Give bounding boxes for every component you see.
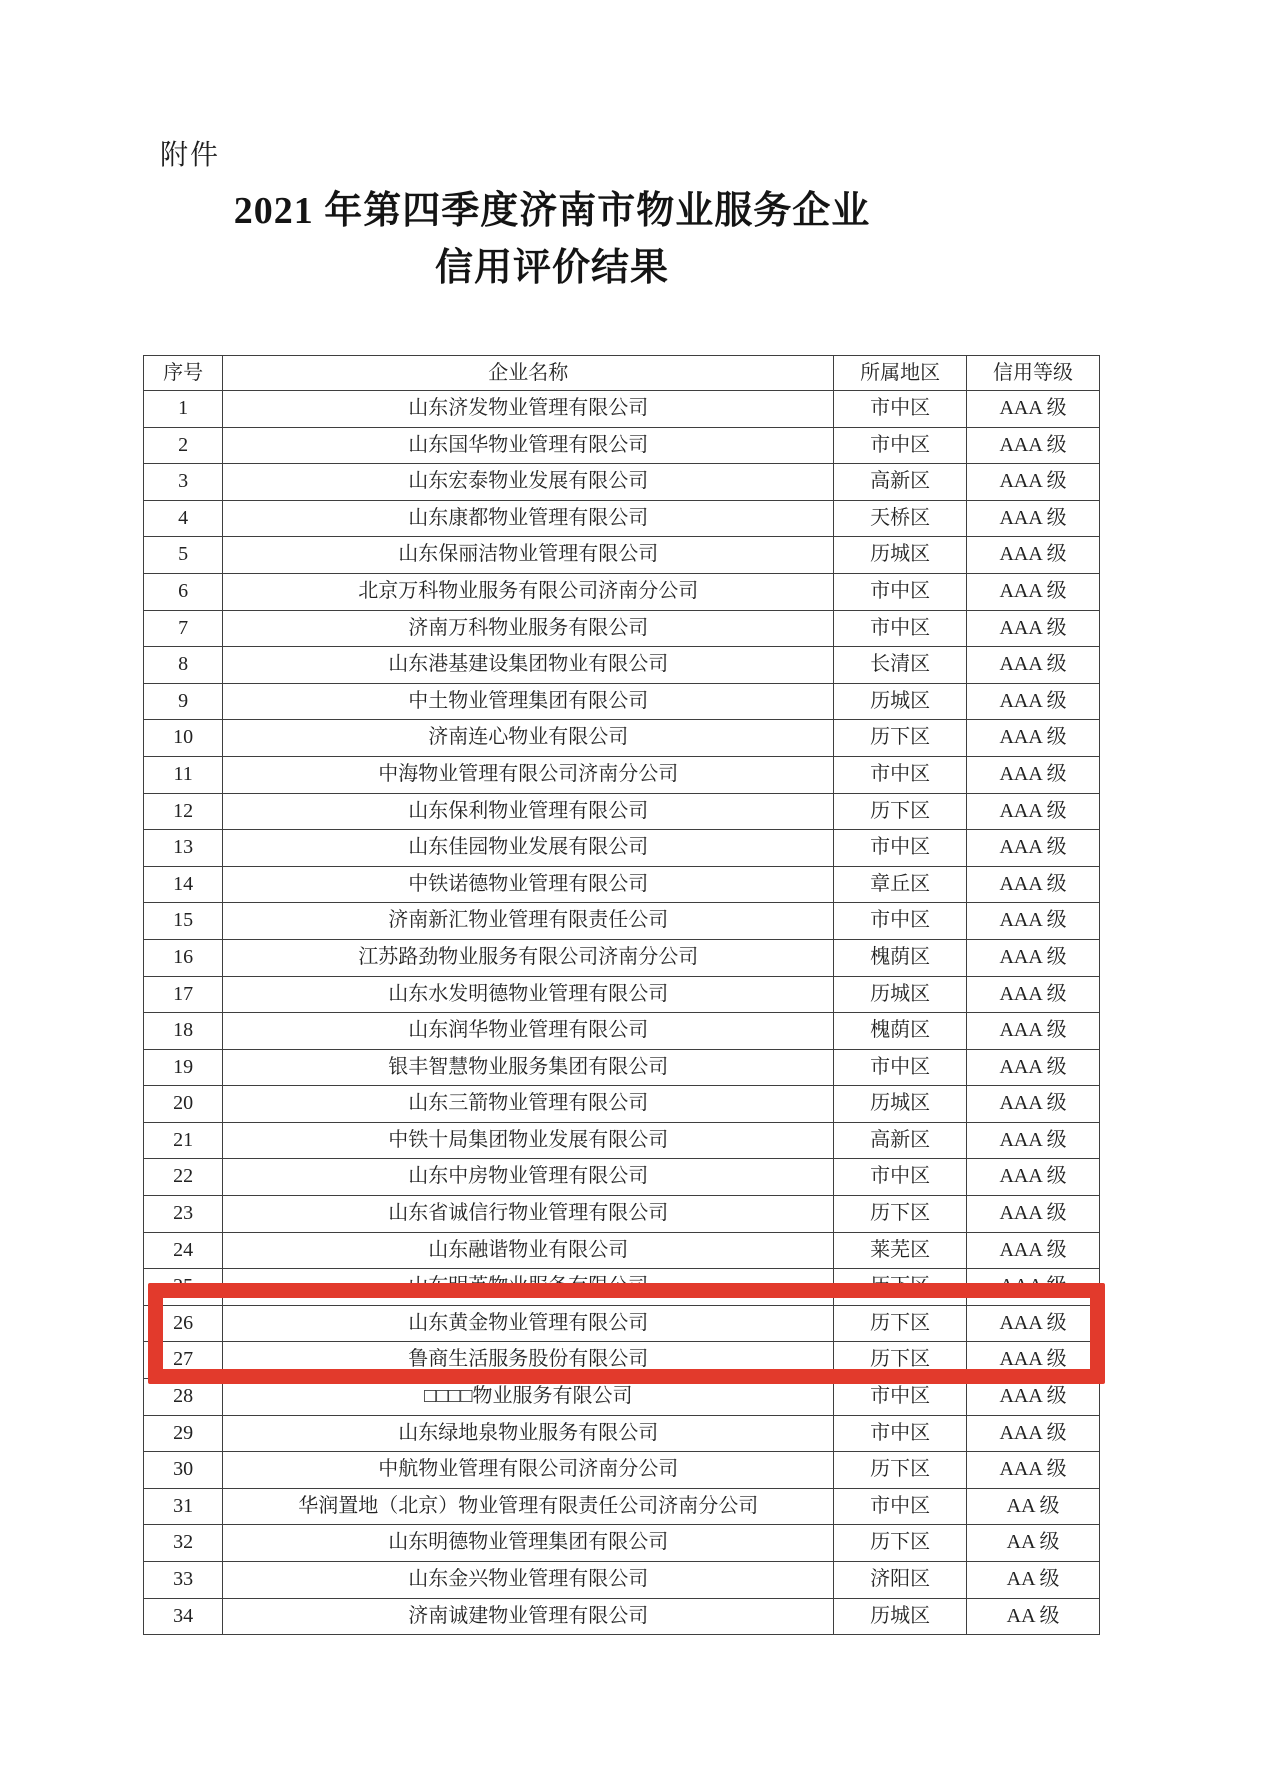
credit-rating: AAA 级 bbox=[967, 1086, 1100, 1123]
table-row bbox=[144, 1488, 1100, 1525]
district: 市中区 bbox=[834, 1159, 967, 1196]
district: 长清区 bbox=[834, 647, 967, 684]
district: 市中区 bbox=[834, 830, 967, 867]
company-name: 山东中房物业管理有限公司 bbox=[223, 1159, 834, 1196]
credit-rating-table bbox=[143, 355, 1100, 1635]
table-row bbox=[144, 1269, 1100, 1306]
row-number: 34 bbox=[144, 1598, 223, 1635]
district: 市中区 bbox=[834, 1379, 967, 1416]
row-number: 3 bbox=[144, 464, 223, 501]
district: 槐荫区 bbox=[834, 939, 967, 976]
district: 历下区 bbox=[834, 1305, 967, 1342]
company-name: 山东康都物业管理有限公司 bbox=[223, 500, 834, 537]
row-number: 24 bbox=[144, 1232, 223, 1269]
company-name: 济南连心物业有限公司 bbox=[223, 720, 834, 757]
row-number: 15 bbox=[144, 903, 223, 940]
company-name: 山东港基建设集团物业有限公司 bbox=[223, 647, 834, 684]
district: 历下区 bbox=[834, 1269, 967, 1306]
row-number: 31 bbox=[144, 1488, 223, 1525]
credit-rating: AAA 级 bbox=[967, 537, 1100, 574]
district: 历下区 bbox=[834, 1452, 967, 1489]
credit-rating: AAA 级 bbox=[967, 1232, 1100, 1269]
company-name: 山东金兴物业管理有限公司 bbox=[223, 1562, 834, 1599]
row-number: 20 bbox=[144, 1086, 223, 1123]
district: 市中区 bbox=[834, 573, 967, 610]
table-row bbox=[144, 866, 1100, 903]
table-row bbox=[144, 464, 1100, 501]
company-name: 中海物业管理有限公司济南分公司 bbox=[223, 756, 834, 793]
company-name: 山东济发物业管理有限公司 bbox=[223, 391, 834, 428]
table-row bbox=[144, 1525, 1100, 1562]
company-name: 济南新汇物业管理有限责任公司 bbox=[223, 903, 834, 940]
credit-rating: AAA 级 bbox=[967, 647, 1100, 684]
credit-rating: AAA 级 bbox=[967, 939, 1100, 976]
row-number: 13 bbox=[144, 830, 223, 867]
district: 莱芜区 bbox=[834, 1232, 967, 1269]
row-number: 29 bbox=[144, 1415, 223, 1452]
row-number: 22 bbox=[144, 1159, 223, 1196]
row-number: 25 bbox=[144, 1269, 223, 1306]
district: 市中区 bbox=[834, 391, 967, 428]
credit-rating: AAA 级 bbox=[967, 1049, 1100, 1086]
row-number: 4 bbox=[144, 500, 223, 537]
district: 市中区 bbox=[834, 903, 967, 940]
district: 市中区 bbox=[834, 1415, 967, 1452]
company-name: 华润置地（北京）物业管理有限责任公司济南分公司 bbox=[223, 1488, 834, 1525]
table-row bbox=[144, 1122, 1100, 1159]
row-number: 8 bbox=[144, 647, 223, 684]
district: 历下区 bbox=[834, 793, 967, 830]
credit-rating: AAA 级 bbox=[967, 1415, 1100, 1452]
company-name: 山东融谐物业有限公司 bbox=[223, 1232, 834, 1269]
company-name: 山东佳园物业发展有限公司 bbox=[223, 830, 834, 867]
district: 历下区 bbox=[834, 1525, 967, 1562]
row-number: 11 bbox=[144, 756, 223, 793]
table-row bbox=[144, 793, 1100, 830]
row-number: 1 bbox=[144, 391, 223, 428]
district: 市中区 bbox=[834, 610, 967, 647]
credit-rating: AAA 级 bbox=[967, 720, 1100, 757]
credit-rating: AAA 级 bbox=[967, 903, 1100, 940]
table-row bbox=[144, 1305, 1100, 1342]
row-number: 12 bbox=[144, 793, 223, 830]
column-header: 企业名称 bbox=[223, 356, 834, 391]
table-row bbox=[144, 1159, 1100, 1196]
table-row bbox=[144, 1196, 1100, 1233]
table-row bbox=[144, 1379, 1100, 1416]
table-row bbox=[144, 1562, 1100, 1599]
document-title-line2: 信用评价结果 bbox=[434, 247, 669, 289]
table-row bbox=[144, 1086, 1100, 1123]
row-number: 33 bbox=[144, 1562, 223, 1599]
column-header: 序号 bbox=[144, 356, 223, 391]
company-name: 山东国华物业管理有限公司 bbox=[223, 427, 834, 464]
district: 章丘区 bbox=[834, 866, 967, 903]
table-row bbox=[144, 1415, 1100, 1452]
district: 济阳区 bbox=[834, 1562, 967, 1599]
district: 市中区 bbox=[834, 1488, 967, 1525]
credit-rating: AAA 级 bbox=[967, 756, 1100, 793]
company-name: 山东三箭物业管理有限公司 bbox=[223, 1086, 834, 1123]
company-name: 鲁商生活服务股份有限公司 bbox=[223, 1342, 834, 1379]
credit-rating: AA 级 bbox=[967, 1562, 1100, 1599]
company-name: 济南万科物业服务有限公司 bbox=[223, 610, 834, 647]
row-number: 28 bbox=[144, 1379, 223, 1416]
district: 历城区 bbox=[834, 683, 967, 720]
row-number: 27 bbox=[144, 1342, 223, 1379]
district: 历城区 bbox=[834, 1086, 967, 1123]
company-name: 中土物业管理集团有限公司 bbox=[223, 683, 834, 720]
table-row bbox=[144, 537, 1100, 574]
row-number: 23 bbox=[144, 1196, 223, 1233]
credit-rating: AAA 级 bbox=[967, 830, 1100, 867]
row-number: 17 bbox=[144, 976, 223, 1013]
credit-rating: AAA 级 bbox=[967, 1342, 1100, 1379]
table-row bbox=[144, 903, 1100, 940]
credit-rating: AAA 级 bbox=[967, 427, 1100, 464]
company-name: □□□□物业服务有限公司 bbox=[223, 1379, 834, 1416]
row-number: 32 bbox=[144, 1525, 223, 1562]
credit-rating: AAA 级 bbox=[967, 610, 1100, 647]
table-row bbox=[144, 647, 1100, 684]
company-name: 中铁诺德物业管理有限公司 bbox=[223, 866, 834, 903]
attachment-label: 附件 bbox=[160, 140, 221, 171]
credit-rating: AAA 级 bbox=[967, 976, 1100, 1013]
company-name: 山东水发明德物业管理有限公司 bbox=[223, 976, 834, 1013]
company-name: 济南诚建物业管理有限公司 bbox=[223, 1598, 834, 1635]
row-number: 7 bbox=[144, 610, 223, 647]
company-name: 银丰智慧物业服务集团有限公司 bbox=[223, 1049, 834, 1086]
district: 市中区 bbox=[834, 756, 967, 793]
credit-rating: AAA 级 bbox=[967, 500, 1100, 537]
row-number: 30 bbox=[144, 1452, 223, 1489]
company-name: 山东宏泰物业发展有限公司 bbox=[223, 464, 834, 501]
table-row bbox=[144, 939, 1100, 976]
district: 槐荫区 bbox=[834, 1013, 967, 1050]
column-header: 信用等级 bbox=[967, 356, 1100, 391]
table-row bbox=[144, 976, 1100, 1013]
row-number: 10 bbox=[144, 720, 223, 757]
company-name: 山东黄金物业管理有限公司 bbox=[223, 1305, 834, 1342]
document-title bbox=[0, 183, 1104, 297]
table-row bbox=[144, 391, 1100, 428]
table-row bbox=[144, 756, 1100, 793]
credit-rating: AAA 级 bbox=[967, 683, 1100, 720]
table-row bbox=[144, 610, 1100, 647]
table-row bbox=[144, 830, 1100, 867]
credit-rating: AAA 级 bbox=[967, 1013, 1100, 1050]
row-number: 19 bbox=[144, 1049, 223, 1086]
table-row bbox=[144, 500, 1100, 537]
credit-rating: AAA 级 bbox=[967, 1122, 1100, 1159]
row-number: 18 bbox=[144, 1013, 223, 1050]
row-number: 16 bbox=[144, 939, 223, 976]
district: 历城区 bbox=[834, 1598, 967, 1635]
credit-rating: AA 级 bbox=[967, 1488, 1100, 1525]
credit-rating: AAA 级 bbox=[967, 1269, 1100, 1306]
credit-rating: AAA 级 bbox=[967, 1196, 1100, 1233]
district: 历下区 bbox=[834, 720, 967, 757]
table-row bbox=[144, 573, 1100, 610]
company-name: 山东保利物业管理有限公司 bbox=[223, 793, 834, 830]
table-row bbox=[144, 1049, 1100, 1086]
company-name: 中铁十局集团物业发展有限公司 bbox=[223, 1122, 834, 1159]
district: 天桥区 bbox=[834, 500, 967, 537]
company-name: 山东润华物业管理有限公司 bbox=[223, 1013, 834, 1050]
table-row bbox=[144, 1452, 1100, 1489]
company-name: 山东省诚信行物业管理有限公司 bbox=[223, 1196, 834, 1233]
company-name: 山东保丽洁物业管理有限公司 bbox=[223, 537, 834, 574]
company-name: 山东明德物业管理集团有限公司 bbox=[223, 1525, 834, 1562]
table-row bbox=[144, 1342, 1100, 1379]
credit-rating: AA 级 bbox=[967, 1598, 1100, 1635]
table-row bbox=[144, 1013, 1100, 1050]
table-row bbox=[144, 427, 1100, 464]
company-name: 山东明英物业服务有限公司 bbox=[223, 1269, 834, 1306]
table-row bbox=[144, 720, 1100, 757]
row-number: 26 bbox=[144, 1305, 223, 1342]
credit-rating: AAA 级 bbox=[967, 1379, 1100, 1416]
credit-rating: AAA 级 bbox=[967, 1452, 1100, 1489]
table-row bbox=[144, 683, 1100, 720]
row-number: 9 bbox=[144, 683, 223, 720]
district: 历城区 bbox=[834, 976, 967, 1013]
table-header bbox=[144, 356, 1100, 391]
row-number: 21 bbox=[144, 1122, 223, 1159]
row-number: 6 bbox=[144, 573, 223, 610]
credit-rating: AAA 级 bbox=[967, 391, 1100, 428]
row-number: 5 bbox=[144, 537, 223, 574]
district: 历下区 bbox=[834, 1196, 967, 1233]
company-name: 江苏路劲物业服务有限公司济南分公司 bbox=[223, 939, 834, 976]
credit-rating: AAA 级 bbox=[967, 1159, 1100, 1196]
company-table-body bbox=[144, 391, 1100, 1635]
table-row bbox=[144, 1232, 1100, 1269]
company-name: 山东绿地泉物业服务有限公司 bbox=[223, 1415, 834, 1452]
row-number: 14 bbox=[144, 866, 223, 903]
credit-rating: AA 级 bbox=[967, 1525, 1100, 1562]
district: 高新区 bbox=[834, 464, 967, 501]
district: 历城区 bbox=[834, 537, 967, 574]
credit-rating: AAA 级 bbox=[967, 573, 1100, 610]
company-name: 北京万科物业服务有限公司济南分公司 bbox=[223, 573, 834, 610]
credit-rating: AAA 级 bbox=[967, 793, 1100, 830]
credit-rating: AAA 级 bbox=[967, 1305, 1100, 1342]
table-header-row bbox=[144, 356, 1100, 391]
row-number: 2 bbox=[144, 427, 223, 464]
document-title-line1: 2021 年第四季度济南市物业服务企业 bbox=[233, 190, 871, 232]
district: 市中区 bbox=[834, 1049, 967, 1086]
company-name: 中航物业管理有限公司济南分公司 bbox=[223, 1452, 834, 1489]
district: 高新区 bbox=[834, 1122, 967, 1159]
credit-rating: AAA 级 bbox=[967, 464, 1100, 501]
column-header: 所属地区 bbox=[834, 356, 967, 391]
district: 历下区 bbox=[834, 1342, 967, 1379]
district: 市中区 bbox=[834, 427, 967, 464]
table-row bbox=[144, 1598, 1100, 1635]
credit-rating: AAA 级 bbox=[967, 866, 1100, 903]
